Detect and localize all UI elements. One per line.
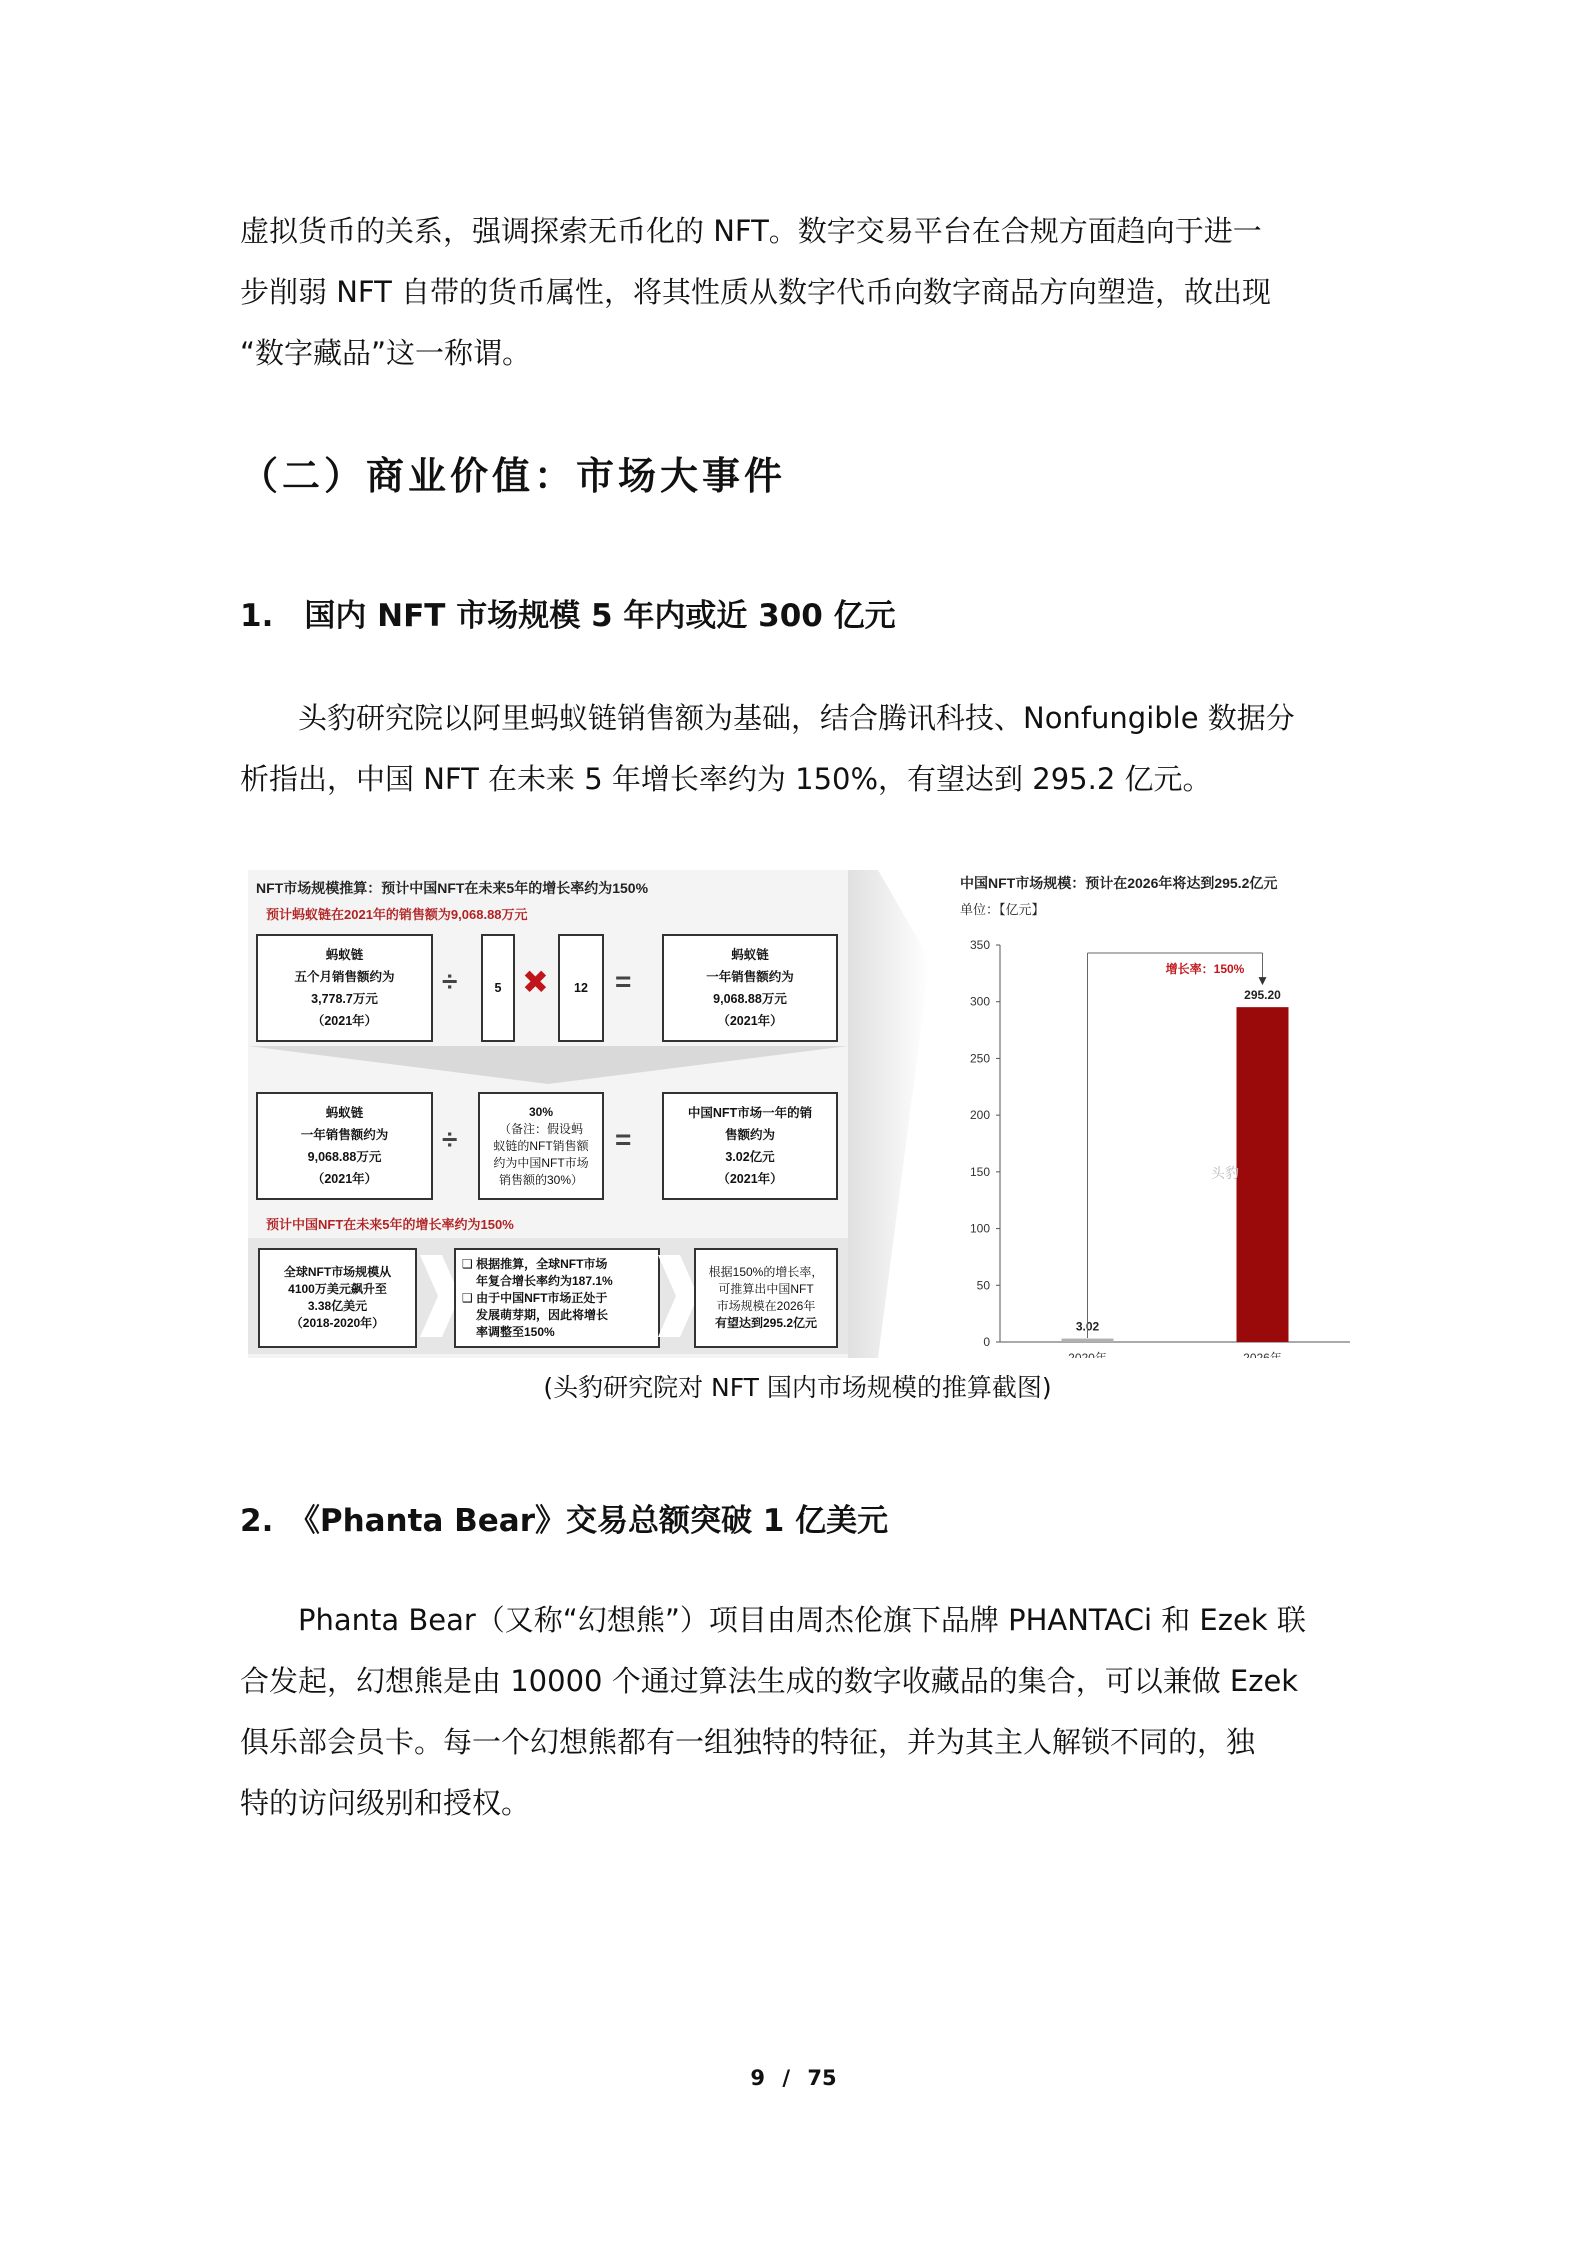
y-tick-label: 100 bbox=[969, 1221, 990, 1236]
bar-chart bbox=[960, 870, 1358, 1358]
text-line: 步削弱 NFT 自带的货币属性，将其性质从数字代币向数字商品方向塑造，故出现 bbox=[240, 275, 1272, 309]
box-china-nft-sales bbox=[662, 1092, 838, 1200]
section-heading: （二）商业价值：市场大事件 bbox=[240, 454, 787, 498]
box-line: 约为中国NFT市场 bbox=[493, 1155, 589, 1170]
subheading-1: 1. 国内 NFT 市场规模 5 年内或近 300 亿元 bbox=[240, 598, 896, 634]
box-annual-sales-2 bbox=[256, 1092, 433, 1200]
y-tick-label: 250 bbox=[969, 1051, 990, 1066]
box-number-5 bbox=[481, 934, 515, 1042]
panel-connector bbox=[848, 870, 960, 1358]
paragraph-1 bbox=[240, 688, 1355, 810]
text-line: 合发起，幻想熊是由 10000 个通过算法生成的数字收藏品的集合，可以兼做 Ezek bbox=[240, 1664, 1299, 1698]
y-tick-label: 300 bbox=[969, 994, 990, 1009]
box-line: 30% bbox=[528, 1104, 554, 1119]
divide-operator: ÷ bbox=[442, 966, 458, 997]
annotation-arrow-head bbox=[1259, 977, 1267, 985]
box-line: ❑ 由于中国NFT市场正处于 bbox=[462, 1290, 608, 1305]
box-line: 9,068.88万元 bbox=[307, 1150, 382, 1164]
y-tick-label: 350 bbox=[969, 938, 990, 952]
arrow-chevron bbox=[658, 1255, 698, 1337]
box-line: （2021年） bbox=[311, 1172, 378, 1186]
equals-operator: = bbox=[615, 1124, 632, 1155]
divide-operator: ÷ bbox=[442, 1124, 458, 1155]
box-line: 3.38亿美元 bbox=[307, 1299, 368, 1313]
box-line: 销售额的30%） bbox=[498, 1172, 584, 1187]
box-line: 5 bbox=[494, 981, 502, 995]
box-line: 12 bbox=[574, 981, 588, 995]
box-line: 一年销售额约为 bbox=[300, 1128, 389, 1142]
box-line: 发展萌芽期，因此将增长 bbox=[476, 1307, 609, 1322]
page-current: 9 bbox=[750, 2066, 766, 2090]
watermark: 头豹 bbox=[1211, 1164, 1239, 1181]
page-total: 75 bbox=[807, 2066, 837, 2090]
estimation-flowchart bbox=[248, 870, 848, 1358]
text-line: 特的访问级别和授权。 bbox=[240, 1786, 531, 1820]
x-tick-label: 2026年 bbox=[1243, 1351, 1282, 1358]
box-line: 率调整至150% bbox=[476, 1324, 555, 1339]
text-line: Phanta Bear（又称“幻想熊”）项目由周杰伦旗下品牌 PHANTACi 和 Ezek 联 bbox=[240, 1603, 1306, 1637]
x-tick-label: 2020年 bbox=[1068, 1351, 1107, 1358]
box-line: ❑ 根据推算，全球NFT市场 bbox=[462, 1256, 608, 1271]
subheading-2: 2. 《Phanta Bear》交易总额突破 1 亿美元 bbox=[240, 1503, 889, 1539]
bar-value-label: 3.02 bbox=[1075, 1319, 1100, 1334]
equals-operator: = bbox=[615, 966, 632, 997]
box-line: 蚂蚁链 bbox=[325, 948, 364, 962]
box-conclusion bbox=[694, 1248, 838, 1348]
box-line: （2021年） bbox=[717, 1172, 783, 1186]
box-line: 一年销售额约为 bbox=[706, 970, 794, 984]
box-line: 3.02亿元 bbox=[725, 1150, 775, 1164]
box-line: （2021年） bbox=[311, 1014, 378, 1028]
bar-value-label: 295.20 bbox=[1244, 988, 1281, 1003]
bar-1 bbox=[1062, 1339, 1114, 1342]
box-line: 全球NFT市场规模从 bbox=[283, 1265, 392, 1279]
box-line: （2018-2020年） bbox=[290, 1316, 385, 1330]
box-line: 4100万美元飙升至 bbox=[288, 1282, 387, 1296]
box-cagr-reasoning bbox=[454, 1248, 660, 1348]
figure-caption: (头豹研究院对 NFT 国内市场规模的推算截图) bbox=[543, 1373, 1052, 1402]
y-tick-label: 200 bbox=[969, 1108, 990, 1123]
box-line: 根据150%的增长率， bbox=[708, 1265, 824, 1279]
box-line: 蚁链的NFT销售额 bbox=[493, 1138, 589, 1153]
flow-title: NFT市场规模推算：预计中国NFT在未来5年的增长率约为150% bbox=[256, 880, 649, 896]
funnel-chevron bbox=[248, 1046, 848, 1086]
chart-title: 中国NFT市场规模：预计在2026年将达到295.2亿元 bbox=[960, 875, 1278, 891]
box-share-30 bbox=[478, 1092, 604, 1200]
box-line: 可推算出中国NFT bbox=[718, 1282, 814, 1296]
page-separator: / bbox=[782, 2066, 791, 2090]
chart-unit-label: 单位：【亿元】 bbox=[960, 902, 1045, 917]
chart-svg bbox=[960, 870, 1358, 1358]
box-line: 五个月销售额约为 bbox=[294, 970, 395, 984]
box-line: 年复合增长率约为187.1% bbox=[476, 1273, 613, 1288]
box-line: （2021年） bbox=[717, 1014, 783, 1028]
box-global-market bbox=[258, 1248, 417, 1348]
box-line: 中国NFT市场一年的销 bbox=[687, 1106, 813, 1120]
y-tick-label: 150 bbox=[969, 1164, 990, 1179]
box-annual-sales bbox=[662, 934, 838, 1042]
growth-annotation: 增长率：150% bbox=[1165, 962, 1245, 976]
text-line: 头豹研究院以阿里蚂蚁链销售额为基础，结合腾讯科技、Nonfungible 数据分 bbox=[240, 701, 1295, 735]
box-line: （备注：假设蚂 bbox=[498, 1121, 583, 1136]
box-five-month-sales bbox=[256, 934, 433, 1042]
y-tick-label: 50 bbox=[976, 1278, 990, 1293]
text-line: “数字藏品”这一称谓。 bbox=[240, 336, 532, 370]
paragraph-intro bbox=[240, 201, 1355, 384]
bar-2 bbox=[1237, 1007, 1289, 1342]
box-line: 市场规模在2026年 bbox=[716, 1299, 816, 1313]
box-line: 有望达到295.2亿元 bbox=[714, 1316, 818, 1330]
market-size-figure bbox=[248, 870, 1358, 1358]
box-line: 蚂蚁链 bbox=[325, 1106, 364, 1120]
box-line: 蚂蚁链 bbox=[731, 948, 769, 962]
flow-subtitle-2: 预计中国NFT在未来5年的增长率约为150% bbox=[266, 1217, 514, 1232]
box-line: 3,778.7万元 bbox=[311, 992, 378, 1006]
text-line: 俱乐部会员卡。每一个幻想熊都有一组独特的特征，并为其主人解锁不同的，独 bbox=[240, 1725, 1256, 1759]
text-line: 虚拟货币的关系，强调探索无币化的 NFT。数字交易平台在合规方面趋向于进一 bbox=[240, 214, 1262, 248]
flow-subtitle-1: 预计蚂蚁链在2021年的销售额为9,068.88万元 bbox=[266, 907, 528, 922]
box-line: 9,068.88万元 bbox=[713, 992, 787, 1006]
multiply-operator: ✖ bbox=[522, 964, 549, 1000]
y-tick-label: 0 bbox=[983, 1335, 990, 1349]
box-line: 售额约为 bbox=[724, 1128, 775, 1142]
page-number bbox=[0, 2066, 1587, 2090]
paragraph-2 bbox=[240, 1590, 1355, 1834]
box-number-12 bbox=[558, 934, 604, 1042]
text-line: 析指出，中国 NFT 在未来 5 年增长率约为 150%，有望达到 295.2 亿元。 bbox=[240, 762, 1212, 796]
